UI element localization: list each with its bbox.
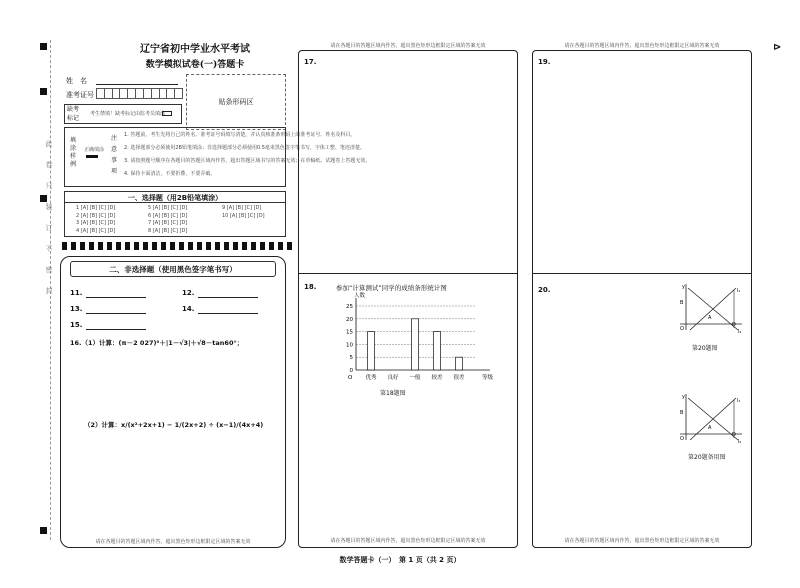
timing-mark [62, 242, 67, 250]
absent-checkbox[interactable] [162, 111, 172, 116]
svg-text:B: B [680, 410, 684, 416]
timing-mark [134, 242, 139, 250]
q19-number: 19. [538, 58, 551, 66]
timing-mark [215, 242, 220, 250]
registration-mark [40, 88, 47, 95]
y-tick-label: 15 [346, 329, 353, 336]
binding-label: 此卷只装订不密封 [45, 140, 53, 308]
notes-text [124, 129, 371, 181]
timing-mark [98, 242, 103, 250]
x-tick-label: 优秀 [365, 375, 377, 381]
example-label: 填 涂 样 例 [70, 137, 77, 168]
x-tick-label: 较差 [431, 375, 443, 381]
svg-text:B: B [680, 300, 684, 306]
warning-footer-left: 请在各题目的答题区域内作答，超出黑色矩形边框限定区域的答案无效 [95, 539, 251, 545]
q17-number: 17. [304, 58, 317, 66]
y-tick-label: 20 [346, 316, 353, 323]
timing-mark [188, 242, 193, 250]
q16-part1: 16.（1）计算：(π－2 027)⁰＋|1－√3|＋√8－tan60°； [70, 339, 244, 347]
example-correct-label: 正确填涂 [84, 147, 105, 153]
name-label: 姓 名 [66, 77, 87, 85]
q20-number: 20. [538, 286, 551, 294]
registration-mark: ⊳ [773, 42, 782, 53]
q12-number: 12. [182, 289, 195, 297]
q18-caption: 第18题图 [380, 390, 406, 397]
svg-text:D: D [732, 322, 736, 328]
timing-mark [179, 242, 184, 250]
section-divider [299, 273, 517, 274]
choice-column-left[interactable] [76, 205, 156, 235]
barcode-label: 贴条形码区 [218, 98, 254, 106]
timing-mark [260, 242, 265, 250]
exam-subtitle: 数学模拟试卷(一)答题卡 [145, 60, 245, 70]
choice-row[interactable]: 1 [A] [B] [C] [D] [76, 205, 116, 211]
svg-text:O: O [680, 326, 684, 332]
bar [367, 332, 374, 370]
page-footer: 数学答题卡（一） 第 1 页（共 2 页） [339, 556, 461, 564]
choice-row[interactable]: 7 [A] [B] [C] [D] [148, 220, 188, 226]
choice-row[interactable]: 10 [A] [B] [C] [D] [222, 212, 265, 219]
notes-line: 1. 答题前，考生先将自己的姓名、准考证号码填写清楚，并认真核准条形码上的准考证号、姓名及科目。 [124, 132, 356, 138]
origin-label: O [348, 375, 353, 381]
q13-number: 13. [70, 305, 83, 313]
timing-mark [206, 242, 211, 250]
notes-line: 3. 请按照题号顺序在各题目的答题区域内作答，超出答题区域书写的答案无效；在草稿纸、试题卷上答题无效。 [124, 158, 371, 164]
exam-id-boxes[interactable] [96, 88, 182, 99]
q18-number: 18. [304, 283, 317, 291]
q18-bar-chart [330, 292, 500, 388]
timing-mark [233, 242, 238, 250]
q20-caption2: 第20题备用图 [688, 454, 726, 461]
choice-column-right[interactable] [222, 205, 284, 220]
q14-answer-line[interactable] [198, 313, 258, 314]
q15-answer-line[interactable] [86, 329, 146, 330]
answer-area-q17[interactable] [300, 52, 516, 272]
timing-mark [197, 242, 202, 250]
example-filled-mark [86, 155, 98, 158]
warning-header-middle: 请在各题目的答题区域内作答，超出黑色矩形边框限定区域的答案无效 [330, 43, 486, 49]
x-tick-label: 良好 [387, 375, 399, 381]
y-tick-label: 25 [346, 304, 353, 310]
q16-part2: （2）计算：x/(x²+2x+1) − 1/(2x+2) ÷ (x−1)/(4x+4) [84, 421, 264, 429]
timing-mark [107, 242, 112, 250]
q12-answer-line[interactable] [198, 297, 258, 298]
svg-text:l₂: l₂ [738, 439, 742, 445]
q20-figure [676, 282, 746, 336]
exam-title: 辽宁省初中学业水平考试 [140, 44, 250, 55]
answer-area-q19[interactable] [534, 52, 750, 272]
timing-mark [278, 242, 283, 250]
notes-label: 注 意 事 项 [111, 135, 118, 175]
choice-row[interactable]: 5 [A] [B] [C] [D] [148, 205, 188, 211]
timing-mark [269, 242, 274, 250]
notes-line: 2. 选择题部分必须使用2B铅笔填涂；非选择题部分必须使用0.5毫米黑色签字笔书写，字体工整、笔迹清楚。 [124, 145, 365, 151]
absent-note: 考生禁填！缺考标记由监考员填涂 [90, 111, 166, 117]
registration-mark [40, 43, 47, 50]
timing-mark [89, 242, 94, 250]
answer-area-q16[interactable] [64, 350, 282, 530]
q20-caption1: 第20题图 [692, 345, 718, 352]
warning-footer-middle: 请在各题目的答题区域内作答，超出黑色矩形边框限定区域的答案无效 [330, 538, 486, 544]
y-tick-label: 0 [349, 368, 353, 374]
choice-row[interactable]: 2 [A] [B] [C] [D] [76, 212, 116, 219]
timing-mark [170, 242, 175, 250]
q20-spare-figure [676, 392, 746, 446]
y-tick-label: 10 [346, 342, 353, 349]
x-axis-label: 等级 [482, 375, 494, 381]
svg-text:y: y [682, 284, 685, 290]
name-field[interactable] [96, 84, 178, 85]
svg-text:y: y [682, 394, 685, 400]
warning-footer-right: 请在各题目的答题区域内作答，超出黑色矩形边框限定区域的答案无效 [564, 538, 720, 544]
bar [411, 319, 418, 370]
timing-mark [71, 242, 76, 250]
timing-mark [143, 242, 148, 250]
q13-answer-line[interactable] [86, 313, 146, 314]
warning-header-right: 请在各题目的答题区域内作答，超出黑色矩形边框限定区域的答案无效 [564, 43, 720, 49]
choice-section-title: 一、选择题（用2B铅笔填涂） [127, 194, 223, 202]
svg-text:O: O [680, 436, 684, 442]
notes-line: 4. 保持卡面清洁，不要折叠、不要弄破。 [124, 171, 216, 177]
timing-mark [125, 242, 130, 250]
bar [433, 332, 440, 370]
answer-area-q20[interactable] [534, 300, 674, 528]
x-tick-label: 一般 [409, 375, 421, 381]
svg-text:l₁: l₁ [737, 288, 741, 294]
section-divider [533, 273, 751, 274]
exam-id-label: 准考证号 [66, 91, 94, 99]
svg-text:A: A [708, 315, 712, 321]
timing-mark [161, 242, 166, 250]
x-tick-label: 很差 [453, 375, 465, 381]
q11-answer-line[interactable] [86, 297, 146, 298]
y-axis-label: 人数 [354, 293, 366, 299]
choice-row[interactable]: 6 [A] [B] [C] [D] [148, 212, 188, 219]
svg-text:A: A [708, 425, 712, 431]
bar [455, 357, 462, 370]
timing-mark [224, 242, 229, 250]
q11-number: 11. [70, 289, 83, 297]
choice-row[interactable]: 4 [A] [B] [C] [D] [76, 227, 116, 234]
y-tick-label: 5 [349, 355, 353, 362]
timing-mark [80, 242, 85, 250]
choice-column-middle[interactable] [148, 205, 218, 235]
svg-text:l₂: l₂ [738, 329, 742, 335]
timing-mark [251, 242, 256, 250]
answer-area-q18[interactable] [300, 398, 516, 528]
timing-mark [152, 242, 157, 250]
q15-number: 15. [70, 321, 83, 329]
registration-mark [40, 527, 47, 534]
choice-row[interactable]: 8 [A] [B] [C] [D] [148, 227, 188, 234]
svg-text:l₁: l₁ [737, 398, 741, 404]
timing-mark [242, 242, 247, 250]
svg-text:D: D [732, 432, 736, 438]
choice-row[interactable]: 9 [A] [B] [C] [D] [222, 205, 262, 211]
timing-mark [287, 242, 292, 250]
timing-mark-strip [62, 242, 292, 250]
q18-chart-title: 参加“计算测试”同学的成绩条形统计图 [336, 284, 447, 292]
choice-row[interactable]: 3 [A] [B] [C] [D] [76, 220, 116, 226]
timing-mark [116, 242, 121, 250]
absent-label: 缺考 标记 [67, 106, 80, 122]
nonchoice-title: 二、非选择题（使用黑色签字笔书写） [109, 265, 237, 274]
q14-number: 14. [182, 305, 195, 313]
